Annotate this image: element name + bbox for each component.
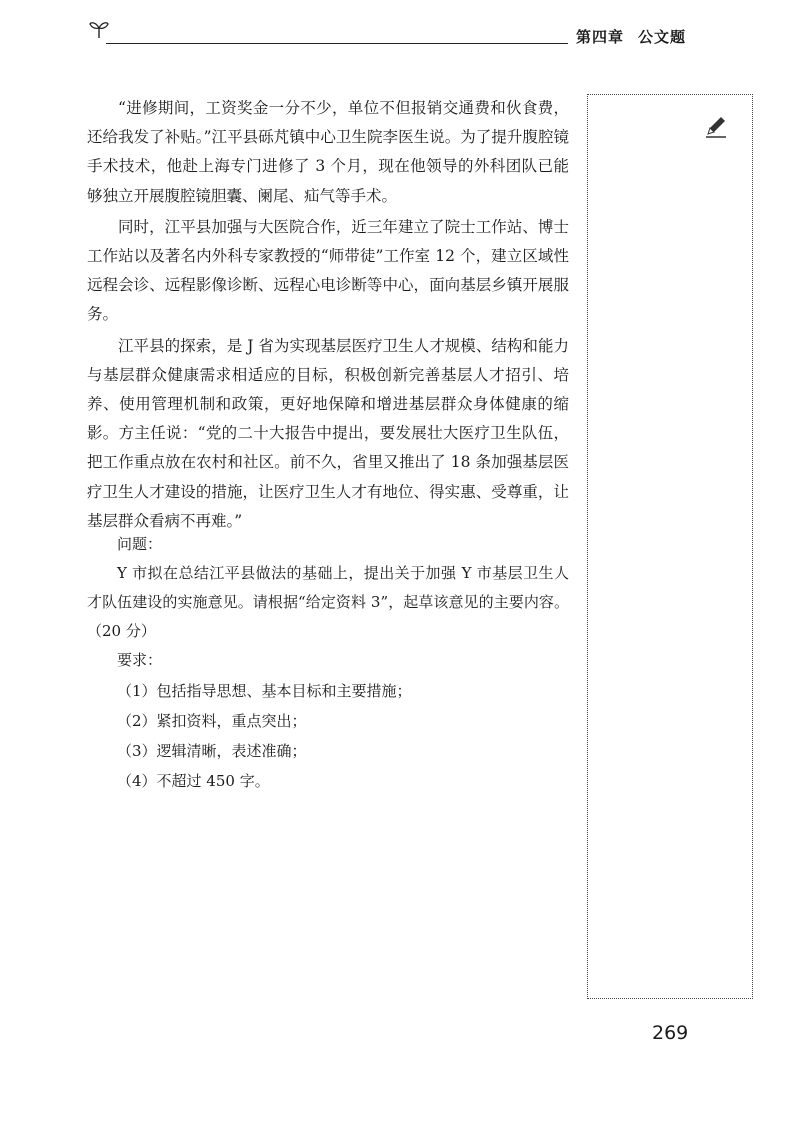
notes-box[interactable] <box>587 94 753 999</box>
body-text <box>87 94 569 538</box>
requirement-item: （1）包括指导思想、基本目标和主要措施； <box>117 682 412 700</box>
requirement-item: （4）不超过 450 字。 <box>117 772 270 790</box>
question-label: 问题： <box>117 535 163 553</box>
page-number: 269 <box>652 1022 689 1044</box>
paragraph: 同时，江平县加强与大医院合作，近三年建立了院士工作站、博士工作站以及著名内外科专家教授的“师带徒”工作室 12 个，建立区域性远程会诊、远程影像诊断、远程心电诊断等中心，面向基层乡镇开展服务。 <box>87 217 569 324</box>
sprout-icon <box>88 18 110 40</box>
question-body: Y 市拟在总结江平县做法的基础上，提出关于加强 Y 市基层卫生人才队伍建设的实施意见。请根据“给定资料 3”，起草该意见的主要内容。（20 分） <box>87 564 569 640</box>
chapter-title: 公文题 <box>638 28 687 46</box>
page-header <box>88 12 728 48</box>
chapter-number: 第四章 <box>576 28 625 46</box>
chapter-heading <box>576 26 686 47</box>
pen-icon <box>702 113 730 141</box>
header-rule <box>106 43 568 44</box>
question-section <box>87 530 569 797</box>
paragraph: 江平县的探索，是 J 省为实现基层医疗卫生人才规模、结构和能力与基层群众健康需求相适应的目标，积极创新完善基层人才招引、培养、使用管理机制和政策，更好地保障和增进基层群众身体健康的缩影。方主任说：“党的二十大报告中提出，要发展壮大医疗卫生队伍，把工作重点放在农村和社区。前不久，省里又推出了 18 条加强基层医疗卫生人才建设的措施，让医疗卫生人才有地位、得实惠、受尊重，让基层群众看病不再难。” <box>87 336 569 530</box>
requirement-item: （3）逻辑清晰，表述准确； <box>117 742 307 760</box>
requirement-item: （2）紧扣资料，重点突出； <box>117 712 307 730</box>
requirements-label: 要求： <box>117 651 163 669</box>
paragraph: “进修期间，工资奖金一分不少，单位不但报销交通费和伙食费，还给我发了补贴。”江平县砾芃镇中心卫生院李医生说。为了提升腹腔镜手术技术，他赴上海专门进修了 3 个月，现在他领导的外科团队已能够独立开展腹腔镜胆囊、阑尾、疝气等手术。 <box>87 99 569 205</box>
